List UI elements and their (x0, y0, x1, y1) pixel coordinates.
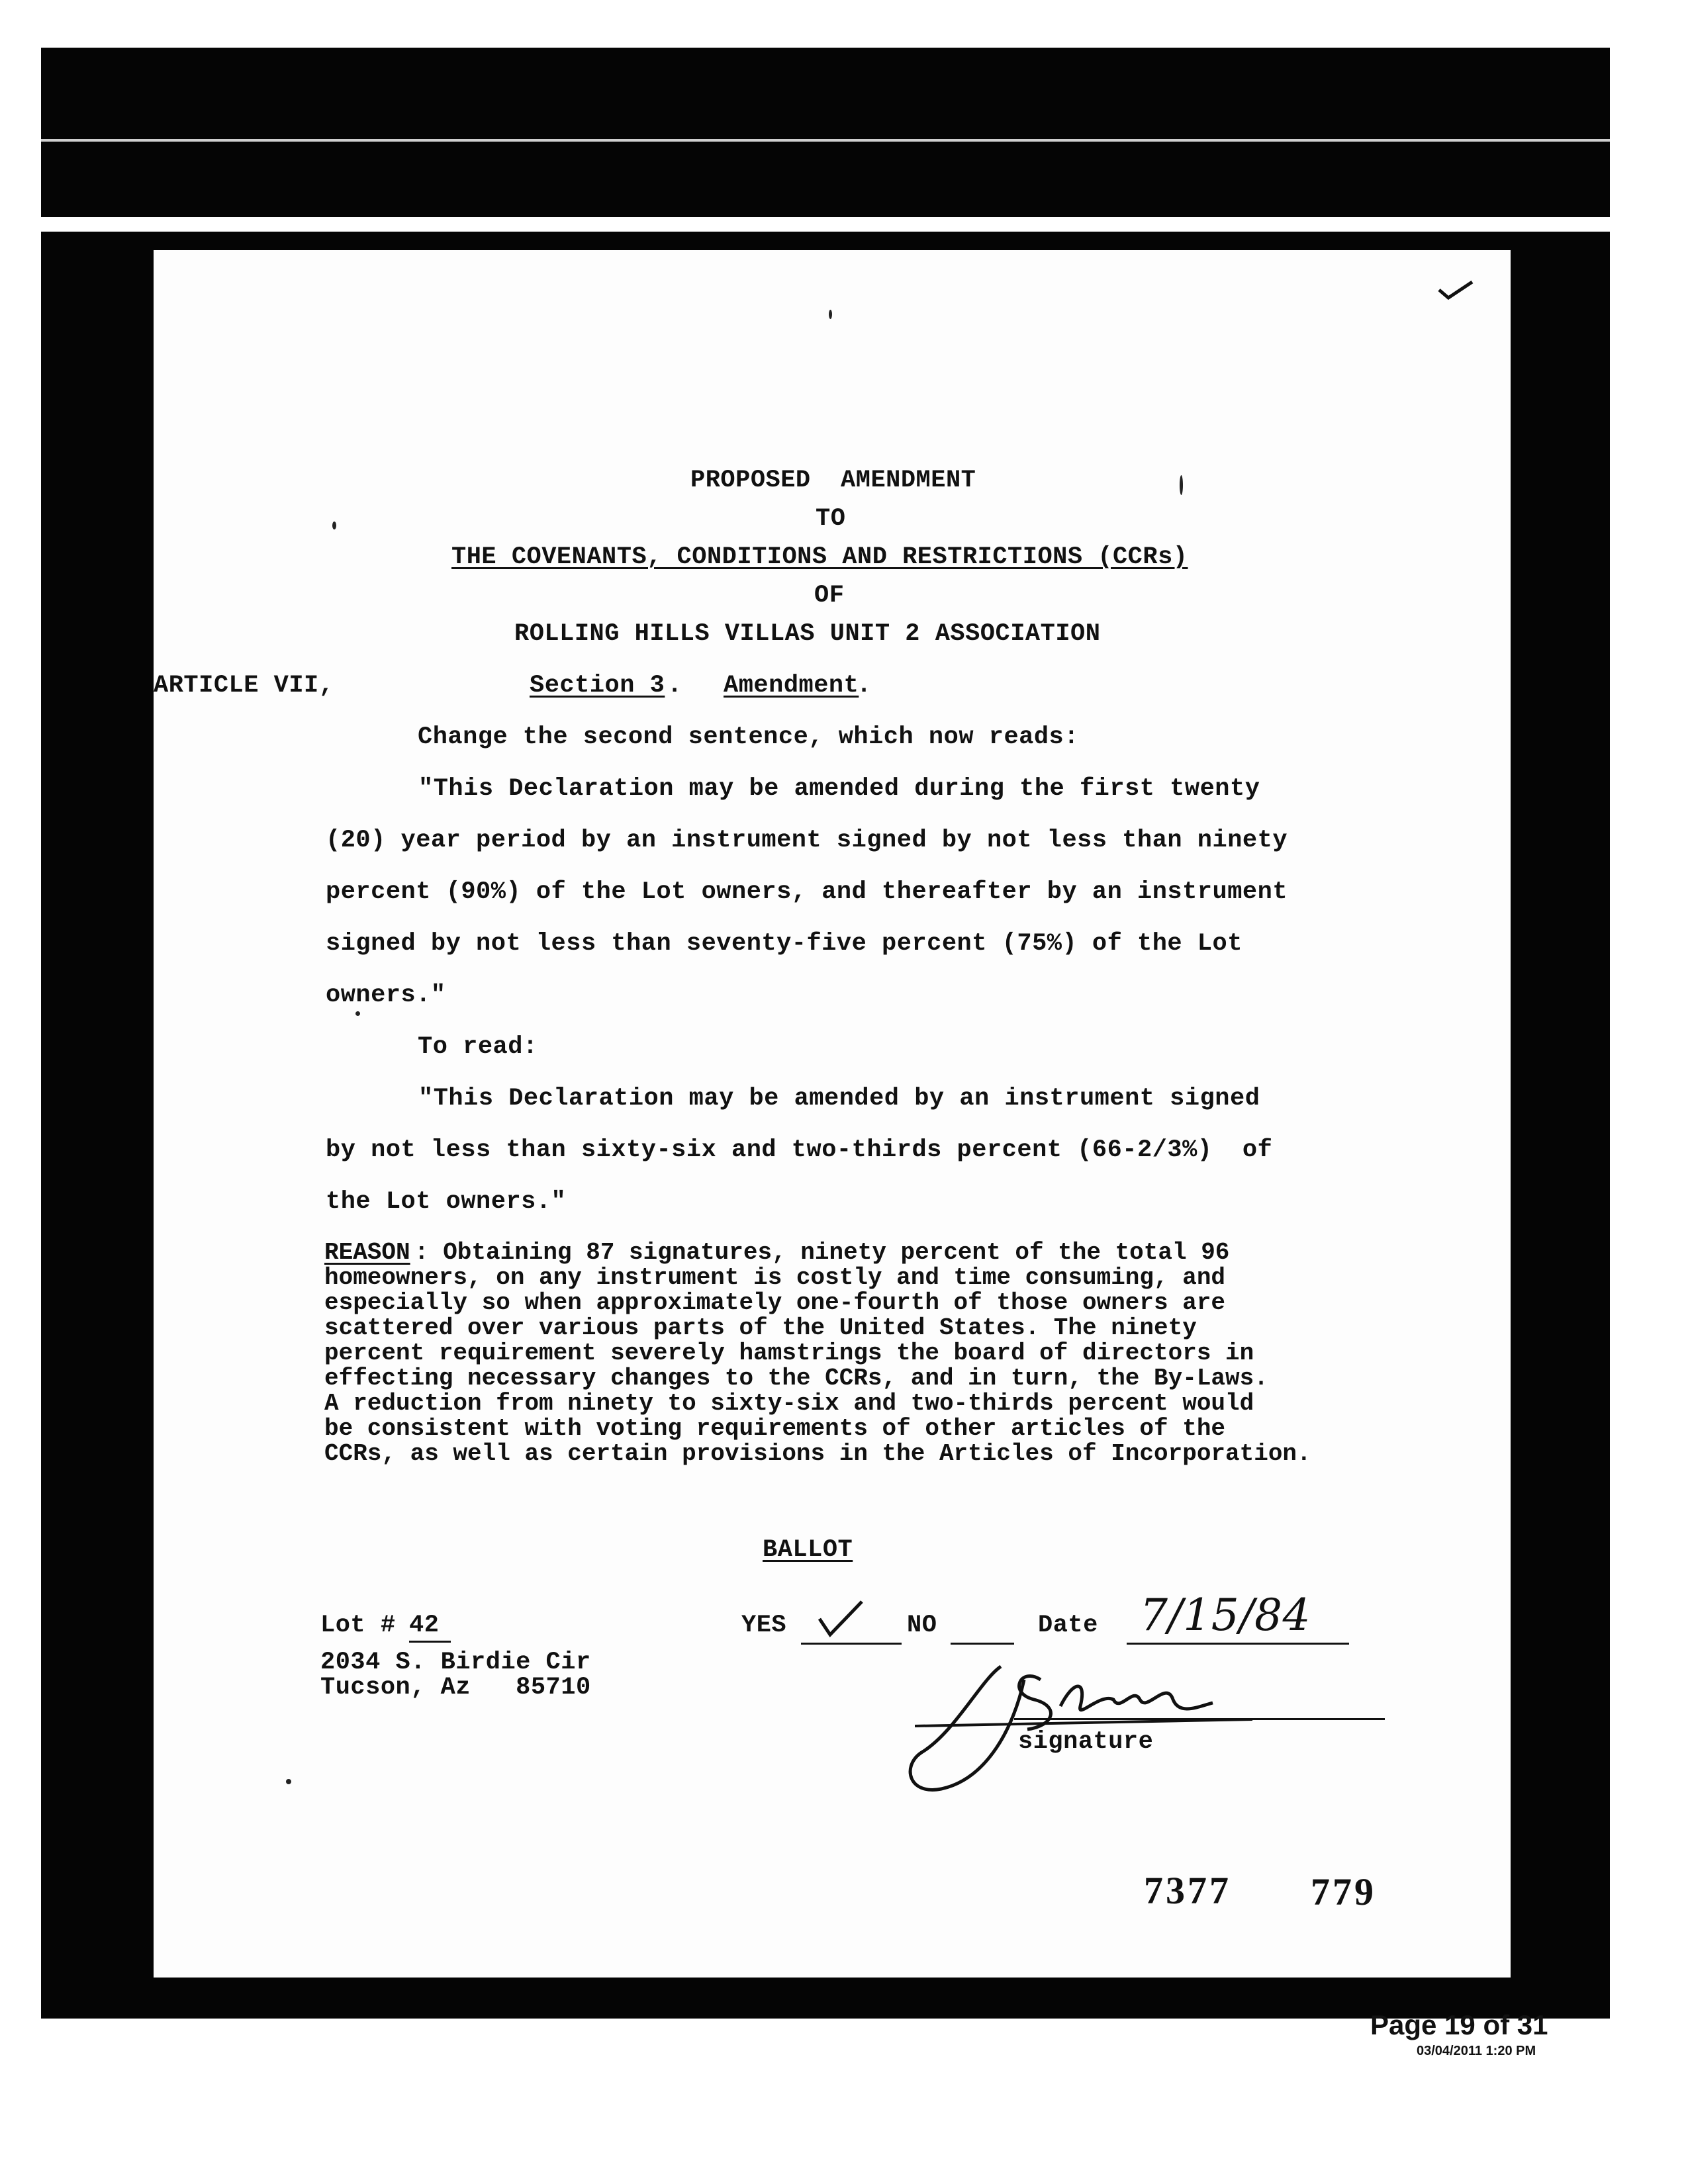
title-to: TO (816, 505, 846, 533)
to-read-label: To read: (418, 1033, 538, 1061)
stamp-number-2: 779 (1311, 1870, 1376, 1913)
lot-label: Lot # (320, 1612, 411, 1639)
yes-label: YES (741, 1612, 787, 1639)
address-line-1: 2034 S. Birdie Cir (320, 1649, 591, 1676)
checkmark-icon (1436, 278, 1476, 304)
date-label: Date (1038, 1612, 1098, 1639)
reason-line-1: : Obtaining 87 signatures, ninety percent of the total 96 (414, 1239, 1230, 1266)
title-of: OF (814, 582, 845, 610)
top-black-bar (41, 48, 1610, 217)
current-line-3: percent (90%) of the Lot owners, and thereafter by an instrument (326, 878, 1288, 906)
scan-divider-line (41, 139, 1610, 142)
article-name: Amendment (724, 672, 859, 700)
article-end: . (857, 672, 872, 700)
reason-line-8: be consistent with voting requirements of other articles of the (324, 1415, 1226, 1442)
article-section: Section 3 (530, 672, 665, 700)
article-sep: . (667, 672, 713, 700)
reason-line-4: scattered over various parts of the United States. The ninety (324, 1314, 1197, 1342)
current-line-4: signed by not less than seventy-five percent (75%) of the Lot (326, 930, 1243, 958)
reason-line-7: A reduction from ninety to sixty-six and two-thirds percent would (324, 1390, 1254, 1417)
page-indicator: Page 19 of 31 (1370, 2009, 1548, 2040)
document-title: PROPOSED AMENDMENT (690, 467, 976, 494)
current-line-1: "This Declaration may be amended during the first twenty (418, 775, 1260, 803)
scan-speck (1180, 475, 1183, 495)
document-page (154, 250, 1511, 1978)
scan-speck (332, 522, 336, 529)
article-prefix: ARTICLE VII, (154, 672, 350, 700)
reason-line-5: percent requirement severely hamstrings the board of directors in (324, 1340, 1254, 1367)
signature-scribble (902, 1653, 1365, 1799)
scan-speck (286, 1779, 291, 1784)
proposed-line-1: "This Declaration may be amended by an instrument signed (418, 1085, 1260, 1113)
yes-line (801, 1643, 902, 1645)
yes-checkmark-icon (816, 1596, 868, 1643)
reason-line-6: effecting necessary changes to the CCRs, and in turn, the By-Laws. (324, 1365, 1268, 1392)
reason-line-9: CCRs, as well as certain provisions in the Articles of Incorporation. (324, 1440, 1311, 1467)
article-heading (154, 672, 350, 747)
current-line-5: owners." (326, 981, 446, 1009)
print-timestamp: 03/04/2011 1:20 PM (1417, 2044, 1536, 2058)
no-label: NO (907, 1612, 937, 1639)
lot-number: 42 (409, 1614, 451, 1643)
stamp-number-1: 7377 (1144, 1869, 1231, 1912)
reason-label: REASON (324, 1239, 410, 1266)
body-intro: Change the second sentence, which now reads: (418, 723, 1079, 751)
address-line-2: Tucson, Az 85710 (320, 1674, 591, 1702)
proposed-line-2: by not less than sixty-six and two-thirds percent (66-2/3%) of (326, 1136, 1273, 1164)
current-line-2: (20) year period by an instrument signed by not less than ninety (326, 827, 1288, 854)
ballot-title: BALLOT (763, 1536, 853, 1564)
proposed-line-3: the Lot owners." (326, 1188, 567, 1216)
date-line (1127, 1643, 1349, 1645)
title-subject: THE COVENANTS, CONDITIONS AND RESTRICTIONS (CCRs) (451, 543, 1188, 571)
signature-label: signature (1018, 1728, 1154, 1756)
signature-line (1014, 1718, 1385, 1720)
scan-speck (355, 1011, 360, 1016)
no-line (951, 1643, 1014, 1645)
reason-line-3: especially so when approximately one-fourth of those owners are (324, 1289, 1226, 1316)
reason-line-2: homeowners, on any instrument is costly and time consuming, and (324, 1264, 1226, 1291)
date-value: 7/15/84 (1140, 1590, 1311, 1641)
scan-speck (829, 310, 832, 319)
association-name: ROLLING HILLS VILLAS UNIT 2 ASSOCIATION (514, 620, 1101, 648)
